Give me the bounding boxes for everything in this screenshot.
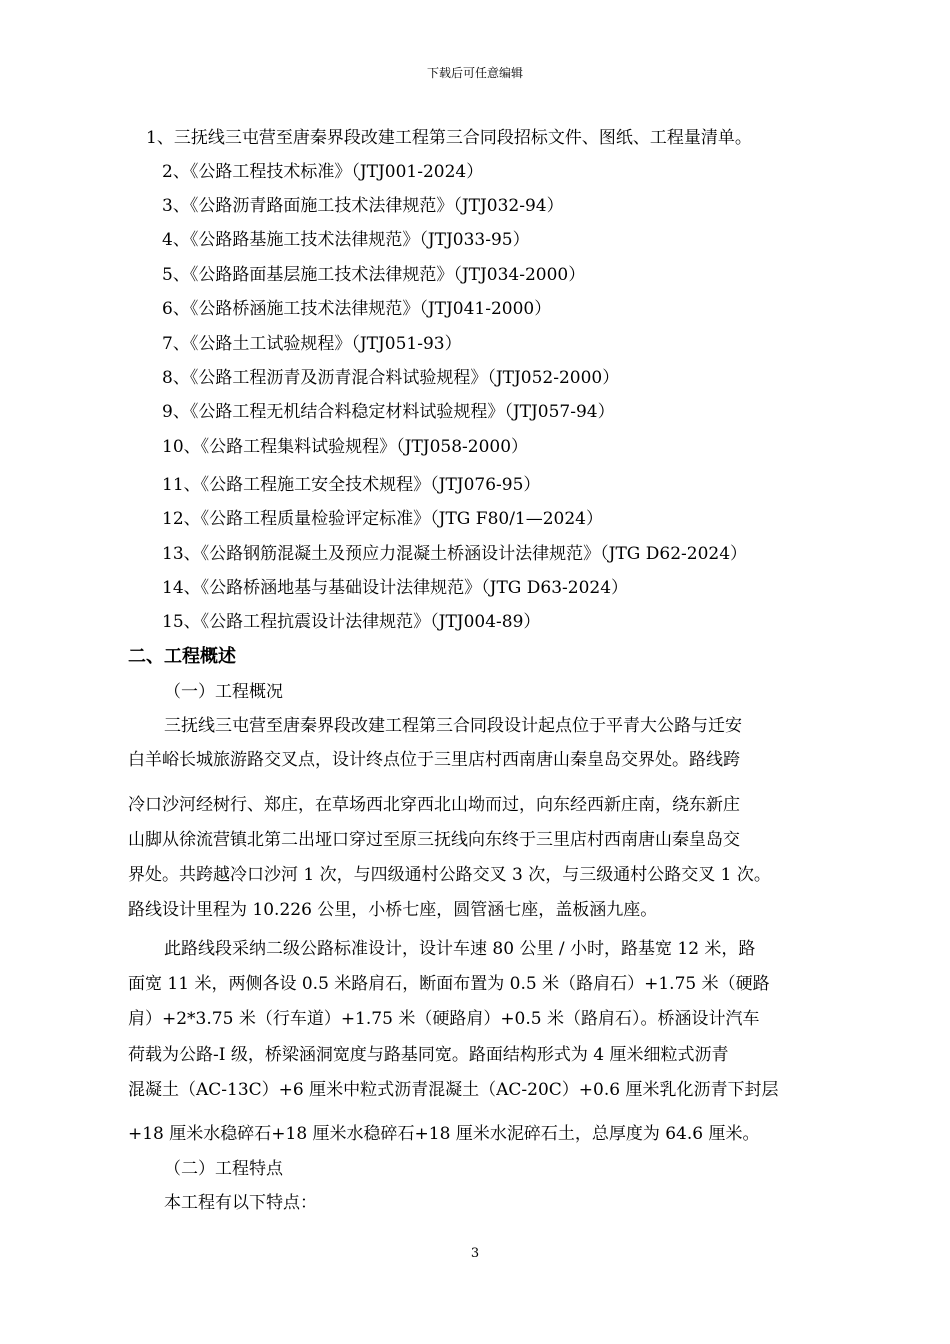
subsection-heading: （二）工程特点 (164, 1159, 283, 1179)
reference-item: 7、《公路土工试验规程》（JTJ051-93） (162, 334, 462, 354)
reference-item: 5、《公路路面基层施工技术法律规范》（JTJ034-2000） (162, 265, 586, 285)
reference-item: 4、《公路路基施工技术法律规范》（JTJ033-95） (162, 230, 530, 250)
paragraph-line: 界处。共跨越冷口沙河 1 次，与四级通村公路交叉 3 次，与三级通村公路交叉 1 次。 (128, 865, 771, 885)
paragraph-line: 白羊峪长城旅游路交叉点，设计终点位于三里店村西南唐山秦皇岛交界处。路线跨 (128, 750, 740, 770)
page-header: 下载后可任意编辑 (426, 66, 523, 80)
paragraph-line: 三抚线三屯营至唐秦界段改建工程第三合同段设计起点位于平青大公路与迁安 (164, 716, 742, 736)
reference-item: 12、《公路工程质量检验评定标准》（JTG F80/1—2024） (162, 509, 604, 529)
paragraph-line: +18 厘米水稳碎石+18 厘米水稳碎石+18 厘米水泥碎石土，总厚度为 64.6 厘米。 (128, 1124, 760, 1144)
reference-item: 3、《公路沥青路面施工技术法律规范》（JTJ032-94） (162, 196, 564, 216)
reference-item: 10、《公路工程集料试验规程》（JTJ058-2000） (162, 437, 529, 457)
reference-item: 1、三抚线三屯营至唐秦界段改建工程第三合同段招标文件、图纸、工程量清单。 (146, 128, 752, 148)
paragraph-line: 路线设计里程为 10.226 公里，小桥七座，圆管涵七座，盖板涵九座。 (128, 900, 658, 920)
page-number: 3 (470, 1246, 480, 1261)
paragraph-line: 山脚从徐流营镇北第二出垭口穿过至原三抚线向东终于三里店村西南唐山秦皇岛交 (128, 830, 740, 850)
reference-item: 13、《公路钢筋混凝土及预应力混凝土桥涵设计法律规范》（JTG D62-2024） (162, 544, 748, 564)
subsection-heading: （一）工程概况 (164, 682, 283, 702)
paragraph-line: 肩）+2*3.75 米（行车道）+1.75 米（硬路肩）+0.5 米（路肩石）。桥涵设计汽车 (128, 1009, 760, 1029)
reference-item: 6、《公路桥涵施工技术法律规范》（JTJ041-2000） (162, 299, 552, 319)
reference-item: 14、《公路桥涵地基与基础设计法律规范》（JTG D63-2024） (162, 578, 629, 598)
reference-item: 9、《公路工程无机结合料稳定材料试验规程》（JTJ057-94） (162, 402, 615, 422)
reference-item: 8、《公路工程沥青及沥青混合料试验规程》（JTJ052-2000） (162, 368, 620, 388)
reference-item: 2、《公路工程技术标准》（JTJ001-2024） (162, 162, 484, 182)
paragraph-line: 本工程有以下特点： (164, 1193, 317, 1213)
section-heading: 二、工程概述 (128, 646, 236, 667)
paragraph-line: 面宽 11 米，两侧各设 0.5 米路肩石，断面布置为 0.5 米（路肩石）+1.75 米（硬路 (128, 974, 770, 994)
paragraph-line: 冷口沙河经树行、郑庄，在草场西北穿西北山坳而过，向东经西新庄南，绕东新庄 (128, 795, 740, 815)
paragraph-line: 荷载为公路-Ⅰ 级，桥梁涵洞宽度与路基同宽。路面结构形式为 4 厘米细粒式沥青 (128, 1045, 729, 1065)
reference-item: 15、《公路工程抗震设计法律规范》（JTJ004-89） (162, 612, 541, 632)
paragraph-line: 混凝土（AC-13C）+6 厘米中粒式沥青混凝土（AC-20C）+0.6 厘米乳化沥青下封层 (128, 1080, 779, 1100)
reference-item: 11、《公路工程施工安全技术规程》（JTJ076-95） (162, 475, 541, 495)
paragraph-line: 此路线段采纳二级公路标准设计，设计车速 80 公里 / 小时，路基宽 12 米，路 (164, 939, 756, 959)
